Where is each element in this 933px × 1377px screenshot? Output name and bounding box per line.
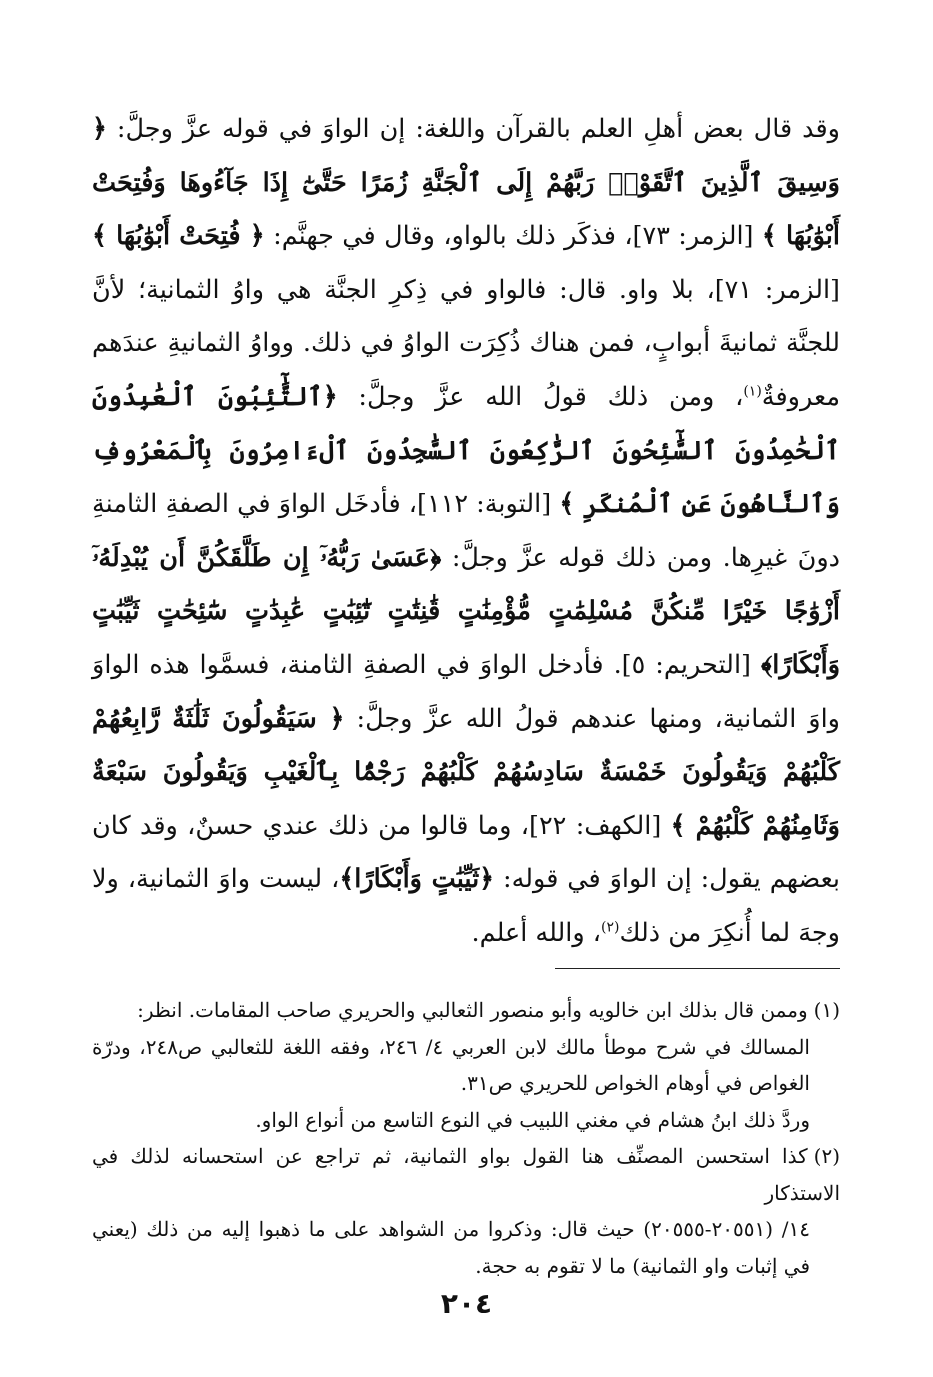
main-paragraph	[92, 103, 840, 961]
footnote-separator	[555, 968, 840, 969]
text-run: [الزمر: ٧٣]، فذكَر ذلك بالواو، وقال في جهنَّم:	[273, 221, 754, 252]
quran-verse-excerpt: ﴿ثَيِّبَٰتٍ وَأَبْكَارًا﴾	[339, 864, 495, 895]
footnote-ref-2: (٢)	[601, 919, 620, 936]
text-run: ، والله أعلم.	[471, 917, 602, 948]
text-run: [الكهف: ٢٢]، وما قالوا من ذلك عندي حسنٌ، وقد كان بعضهم يقول: إن الواوَ في قوله:	[92, 810, 840, 895]
text-run: ، ومن ذلك قولُ الله عزَّ وجلَّ:	[358, 381, 744, 412]
text-run: [التحريم: ٥]. فأدخل الواوَ في الصفةِ الثامنة، فسمَّوا هذه الواوَ واوَ الثمانية، ومنها عندهم قولُ الله عزَّ وجلَّ:	[92, 649, 840, 734]
quran-verse-tawbah-112: ﴿ٱلتَّٰٓئِبُونَ ٱلْعَٰبِدُونَ ٱلْحَٰمِدُونَ ٱلسَّٰٓئِحُونَ ٱلرَّٰكِعُونَ ٱلسَّٰجِدُونَ ٱلْءَامِرُونَ بِٱلْمَعْرُوفِ وَٱلنَّاهُونَ عَنِ ٱلْمُنكَرِ ﴾	[92, 381, 840, 520]
footnote-ref-1: (١)	[743, 383, 762, 400]
page-number: ٢٠٤	[440, 1287, 493, 1320]
text-run: [التوبة: ١١٢]، فأدخَل الواوَ في الصفةِ الثامنةِ دونَ غيرِها. ومن ذلك قوله عزَّ وجلَّ:	[92, 489, 840, 573]
text-run: [الزمر: ٧١]، بلا واو. قال: فالواو في ذِكرِ الجنَّة هي واوُ الثمانية؛ لأنَّ للجنَّة ثمانيةَ أبوابٍ، فمن هناك ذُكِرَت الواوُ في ذلك. وواوُ الثمانيةِ عندَهم معروفةٌ	[92, 274, 840, 412]
footnote-number: (١)	[813, 998, 840, 1022]
quran-verse-zumar-73: ﴿ وَسِيقَ ٱلَّذِينَ ٱتَّقَوْا۟ رَبَّهُمْ إِلَى ٱلْجَنَّةِ زُمَرًا حَتَّىٰٓ إِذَا جَآءُوهَا وَفُتِحَتْ أَبْوَٰبُهَا ﴾	[92, 114, 840, 252]
footnote-1-continuation: المسالك في شرح موطأ مالك لابن العربي ٤/ ٢٤٦، وفقه اللغة للثعالبي ص٢٤٨، ودرّة الغواص في أوهام الخواص للحريري ص٣١.	[92, 1034, 810, 1095]
footnote-1	[92, 992, 840, 1029]
main-text	[92, 103, 840, 961]
footnote-2	[92, 1138, 840, 1211]
quran-verse-zumar-71: ﴿ فُتِحَتْ أَبْوَٰبُهَا ﴾	[92, 221, 265, 252]
text-run: وقد قال بعض أهلِ العلم بالقرآن واللغة: إن الواوَ في قوله عزَّ وجلَّ:	[116, 114, 840, 144]
footnote-1-note: وردَّ ذلك ابنُ هشام في مغني اللبيب في النوع التاسع من أنواع الواو.	[255, 1107, 810, 1132]
quran-verse-kahf-22: ﴿ سَيَقُولُونَ ثَلَٰثَةٌ رَّابِعُهُمْ كَلْبُهُمْ وَيَقُولُونَ خَمْسَةٌ سَادِسُهُمْ كَلْبُهُمْ رَجْمًۢا بِٱلْغَيْبِ وَيَقُولُونَ سَبْعَةٌ وَثَامِنُهُمْ كَلْبُهُمْ ﴾	[92, 703, 840, 841]
footnotes	[92, 992, 840, 1284]
footnote-number: (٢)	[813, 1144, 840, 1168]
text-run: ، ليست واوَ الثمانية، ولا وجهَ لما أُنكِرَ من ذلك	[92, 864, 840, 948]
footnote-text: وممن قال بذلك ابن خالويه وأبو منصور الثعالبي والحريري صاحب المقامات. انظر:	[137, 998, 808, 1022]
quran-verse-tahrim-5: ﴿عَسَىٰ رَبُّهُۥٓ إِن طَلَّقَكُنَّ أَن يُبْدِلَهُۥٓ أَزْوَٰجًا خَيْرًا مِّنكُنَّ مُسْلِمَٰتٍ مُّؤْمِنَٰتٍ قَٰنِتَٰتٍ تَٰٓئِبَٰتٍ عَٰبِدَٰتٍ سَٰٓئِحَٰتٍ ثَيِّبَٰتٍ وَأَبْكَارًا﴾	[92, 542, 841, 680]
footnote-text: كذا استحسن المصنِّف هنا القول بواو الثمانية، ثم تراجع عن استحسانه لذلك في الاستذكار	[92, 1144, 840, 1205]
footnote-2-continuation: ١٤/ (٢٠٥٥١-٢٠٥٥٥) حيث قال: وذكروا من الشواهد على ما ذهبوا إليه من ذلك (يعني في إثبات واو الثمانية) ما لا تقوم به حجة.	[92, 1217, 810, 1278]
